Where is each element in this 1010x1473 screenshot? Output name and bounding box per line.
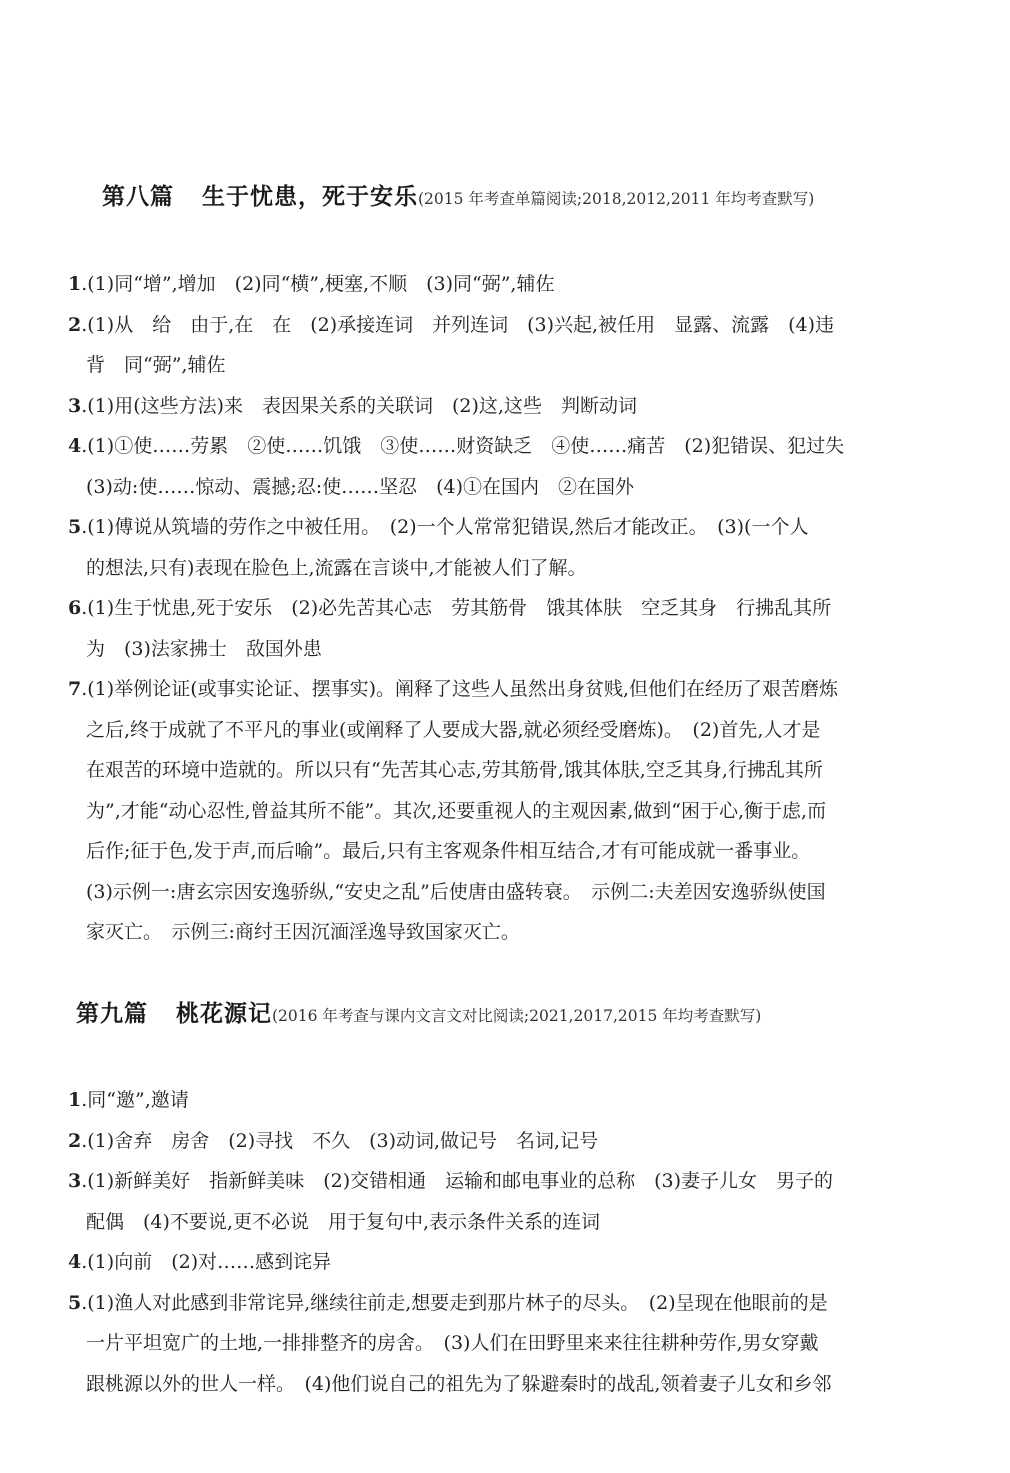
answer-line [86, 750, 966, 790]
answer-line [86, 912, 966, 952]
answer-line [86, 831, 966, 871]
answer-text: .(1)从 给 由于,在 在 (2)承接连词 并列连词 (3)兴起,被任用 显露、流露 (4)违 [81, 313, 835, 336]
answer-number: 6 [68, 597, 82, 619]
answer-line [86, 345, 966, 385]
answer-line [86, 629, 966, 669]
answer-number: 2 [68, 1129, 82, 1152]
answer-line [68, 264, 948, 304]
answer-text: 的想法,只有)表现在脸色上,流露在言谈中,才能被人们了解。 [86, 556, 587, 579]
answer-text: .(1)舍弃 房舍 (2)寻找 不久 (3)动词,做记号 名词,记号 [81, 1129, 599, 1152]
answer-number: 5 [68, 1291, 82, 1314]
answer-text: 之后,终于成就了不平凡的事业(或阐释了人要成大器,就必须经受磨炼)。 (2)首先,人才是 [86, 718, 821, 741]
answer-text: 跟桃源以外的世人一样。 (4)他们说自己的祖先为了躲避秦时的战乱,领着妻子儿女和乡邻 [86, 1372, 832, 1395]
answer-text: 背 同“弼”,辅佐 [86, 354, 226, 376]
section-9-name: 桃花源记 [176, 1001, 272, 1027]
answer-line [86, 1202, 966, 1242]
answer-line [68, 1283, 948, 1323]
answer-text: 一片平坦宽广的土地,一排排整齐的房舍。 (3)人们在田野里来来往往耕种劳作,男女穿戴 [86, 1332, 819, 1354]
answer-text: 配偶 (4)不要说,更不必说 用于复句中,表示条件关系的连词 [86, 1210, 600, 1233]
answer-text: (3)动:使……惊动、震撼;忍:使……坚忍 (4)①在国内 ②在国外 [86, 475, 635, 498]
answer-number: 4 [68, 1251, 82, 1273]
answer-number: 1 [68, 273, 82, 295]
answer-line [68, 426, 948, 466]
answer-line [68, 669, 948, 709]
answer-number: 3 [68, 394, 82, 417]
answer-text: .(1)举例论证(或事实论证、摆事实)。阐释了这些人虽然出身贫贱,但他们在经历了艰苦磨炼 [81, 678, 839, 700]
answer-line [68, 1242, 948, 1282]
answer-text: 家灭亡。 示例三:商纣王因沉湎淫逸导致国家灭亡。 [86, 921, 520, 943]
answer-line [86, 791, 966, 831]
answer-line [86, 548, 966, 588]
answer-number: 4 [68, 435, 82, 457]
answer-line [68, 1080, 948, 1120]
answer-number: 1 [68, 1089, 82, 1111]
answer-line [86, 1364, 966, 1404]
answer-line [68, 507, 948, 547]
answer-line [86, 872, 966, 912]
answer-text: 在艰苦的环境中造就的。所以只有“先苦其心志,劳其筋骨,饿其体肤,空乏其身,行拂乱其所 [86, 759, 823, 781]
answer-text: .(1)傅说从筑墙的劳作之中被任用。 (2)一个人常常犯错误,然后才能改正。 (3)(一个人 [81, 516, 809, 538]
answer-number: 5 [68, 516, 82, 538]
section-9-number: 第九篇 [76, 1001, 148, 1027]
section-8-heading [102, 178, 814, 211]
answer-text: .(1)同“增”,增加 (2)同“横”,梗塞,不顺 (3)同“弼”,辅佐 [81, 273, 555, 295]
section-8-number: 第八篇 [102, 184, 174, 210]
answer-line [86, 710, 966, 750]
answer-text: 为”,才能“动心忍性,曾益其所不能”。其次,还要重视人的主观因素,做到“困于心,衡于虑,而 [86, 799, 827, 822]
answer-line [86, 467, 966, 507]
answer-text: .(1)新鲜美好 指新鲜美味 (2)交错相通 运输和邮电事业的总称 (3)妻子儿女 男子的 [81, 1170, 834, 1192]
answer-text: .(1)用(这些方法)来 表因果关系的关联词 (2)这,这些 判断动词 [81, 394, 637, 417]
section-9-heading [76, 995, 761, 1028]
section-9-subtitle: (2016 年考查与课内文言文对比阅读;2021,2017,2015 年均考查默写) [272, 1007, 762, 1025]
answer-line [68, 1121, 948, 1161]
answer-number: 2 [68, 313, 82, 336]
answer-line [68, 386, 948, 426]
answer-text: (3)示例一:唐玄宗因安逸骄纵,“安史之乱”后使唐由盛转衰。 示例二:夫差因安逸骄纵使国 [86, 880, 826, 903]
answer-text: .(1)向前 (2)对……感到诧异 [81, 1251, 332, 1273]
answer-line [68, 588, 948, 628]
answer-text: 后作;征于色,发于声,而后喻”。最后,只有主客观条件相互结合,才有可能成就一番事业。 [86, 840, 811, 862]
answer-line [68, 1161, 948, 1201]
answer-line [86, 1323, 966, 1363]
section-8-subtitle: (2015 年考查单篇阅读;2018,2012,2011 年均考查默写) [418, 190, 815, 208]
section-8-name: 生于忧患，死于安乐 [202, 184, 418, 210]
answer-text: .(1)生于忧患,死于安乐 (2)必先苦其心志 劳其筋骨 饿其体肤 空乏其身 行拂乱其所 [81, 597, 832, 619]
answer-text: .同“邀”,邀请 [81, 1089, 189, 1111]
answer-number: 7 [68, 678, 82, 700]
answer-line [68, 305, 948, 345]
answer-text: 为 (3)法家拂士 敌国外患 [86, 637, 322, 660]
answer-text: .(1)①使……劳累 ②使……饥饿 ③使……财资缺乏 ④使……痛苦 (2)犯错误、犯过失 [81, 435, 845, 457]
answer-number: 3 [68, 1170, 82, 1192]
answer-text: .(1)渔人对此感到非常诧异,继续往前走,想要走到那片林子的尽头。 (2)呈现在他眼前的是 [81, 1291, 828, 1314]
